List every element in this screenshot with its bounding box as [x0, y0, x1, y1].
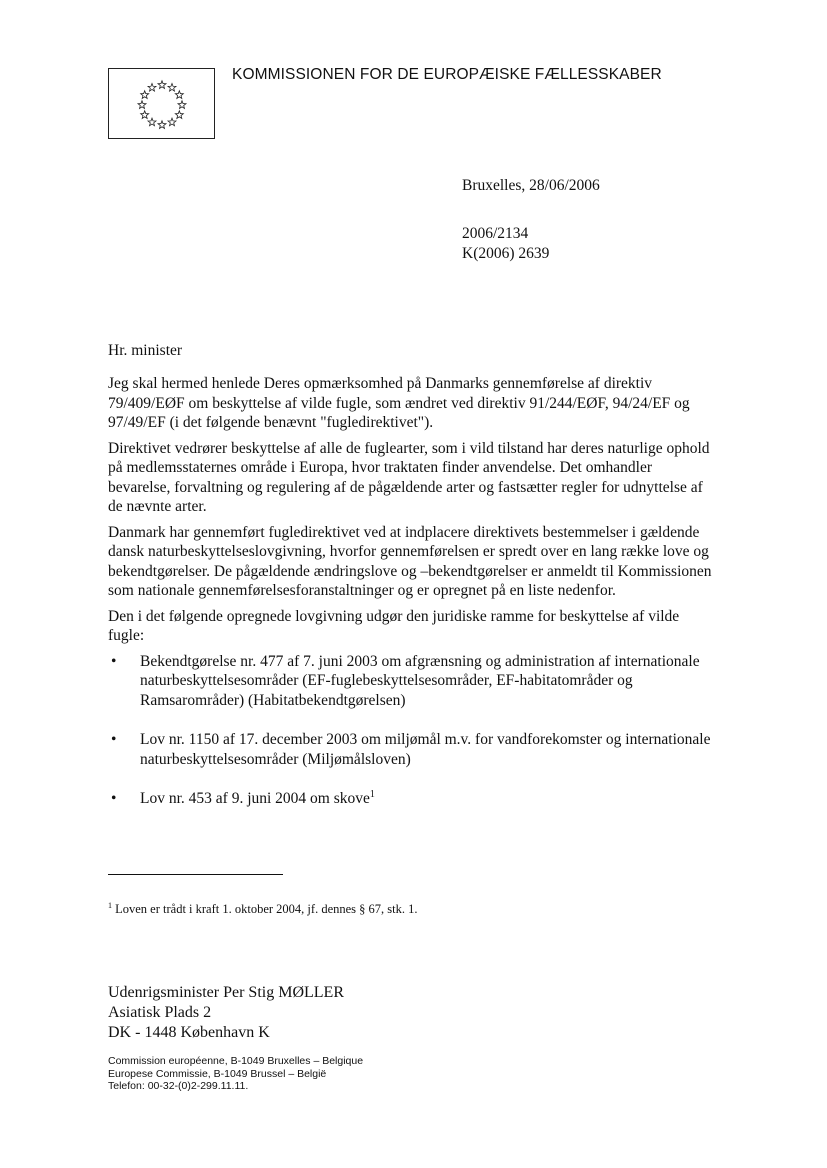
- list-item-text: Lov nr. 453 af 9. juni 2004 om skove: [140, 790, 370, 807]
- eu-stars-icon: [109, 69, 216, 140]
- footer-line: Telefon: 00-32-(0)2-299.11.11.: [108, 1080, 249, 1092]
- commission-reference: K(2006) 2639: [462, 245, 550, 262]
- list-item-text: Lov nr. 1150 af 17. december 2003 om miljømål m.v. for vandforekomster og internationale naturbeskyttelsesområder (Miljømålsloven): [140, 731, 711, 768]
- eu-flag-logo: [108, 68, 215, 139]
- address-line: Udenrigsminister Per Stig MØLLER: [108, 984, 344, 1001]
- star-icon: [148, 118, 156, 126]
- star-icon: [178, 101, 186, 109]
- footnote-marker: 1: [108, 901, 112, 910]
- page-footer: [108, 1055, 363, 1093]
- letter-body: [108, 374, 713, 829]
- footnote-text: Loven er trådt i kraft 1. oktober 2004, jf. dennes § 67, stk. 1.: [115, 902, 418, 917]
- footer-line: Europese Commissie, B-1049 Brussel – België: [108, 1067, 327, 1080]
- reference-number: 2006/2134: [462, 225, 529, 242]
- footnote-reference: 1: [369, 788, 375, 800]
- footnote-divider: [108, 874, 283, 875]
- list-item: [108, 652, 713, 711]
- star-icon: [158, 81, 166, 89]
- star-icon: [138, 101, 146, 109]
- star-icon: [141, 91, 149, 99]
- letter-date: Bruxelles, 28/06/2006: [462, 177, 600, 194]
- star-icon: [175, 111, 183, 119]
- star-icon: [141, 111, 149, 119]
- paragraph: Danmark har gennemført fugledirektivet ved at indplacere direktivets bestemmelser i gældende dansk naturbeskyttelseslovgivning, hvorfor gennemførelsen er spredt over en lang række love og bekendtgørelser. De pågældende ændringslove og –bekendtgørelser er anmeldt til Kommissionen som nationale gennemførelsesforanstaltninger og er opregnet på en liste nedenfor.: [108, 523, 712, 599]
- recipient-address: [108, 983, 344, 1043]
- paragraph: Jeg skal hermed henlede Deres opmærksomhed på Danmarks gennemførelse af direktiv 79/409/EØF om beskyttelse af vilde fugle, som ændret ved direktiv 91/244/EØF, 94/24/EF og 97/49/EF (i det følgende benævnt "fugledirektivet").: [108, 375, 690, 431]
- footer-line: Commission européenne, B-1049 Bruxelles – Belgique: [108, 1055, 364, 1067]
- address-line: DK - 1448 København K: [108, 1024, 270, 1041]
- organization-name: KOMMISSIONEN FOR DE EUROPÆISKE FÆLLESSKABER: [232, 66, 662, 83]
- legislation-list: [108, 652, 713, 809]
- star-icon: [158, 121, 166, 129]
- salutation: Hr. minister: [108, 342, 183, 359]
- bullet-icon: •: [111, 790, 117, 807]
- bullet-icon: •: [111, 731, 117, 748]
- paragraph: Den i det følgende opregnede lovgivning udgør den juridiske ramme for beskyttelse af vilde fugle:: [108, 607, 680, 644]
- star-icon: [148, 83, 156, 91]
- star-icon: [175, 91, 183, 99]
- star-icon: [168, 118, 176, 126]
- list-item: [108, 789, 713, 809]
- paragraph: Direktivet vedrører beskyttelse af alle de fuglearter, som i vild tilstand har deres naturlige ophold på medlemsstaternes område i Europa, hvor traktaten finder anvendelse. Det omhandler bevarelse, forvaltning og regulering af de pågældende arter og fastsætter regler for udnyttelse af de nævnte arter.: [108, 439, 710, 515]
- star-icon: [168, 83, 176, 91]
- footnote: [108, 901, 418, 917]
- list-item-text: Bekendtgørelse nr. 477 af 7. juni 2003 om afgrænsning og administration af internationale naturbeskyttelsesområder (EF-fuglebeskyttelsesområder, EF-habitatområder og Ramsarområder) (Habitatbekendtgørelsen): [140, 652, 700, 709]
- list-item: [108, 730, 713, 769]
- bullet-icon: •: [111, 652, 117, 670]
- address-line: Asiatisk Plads 2: [108, 1004, 212, 1021]
